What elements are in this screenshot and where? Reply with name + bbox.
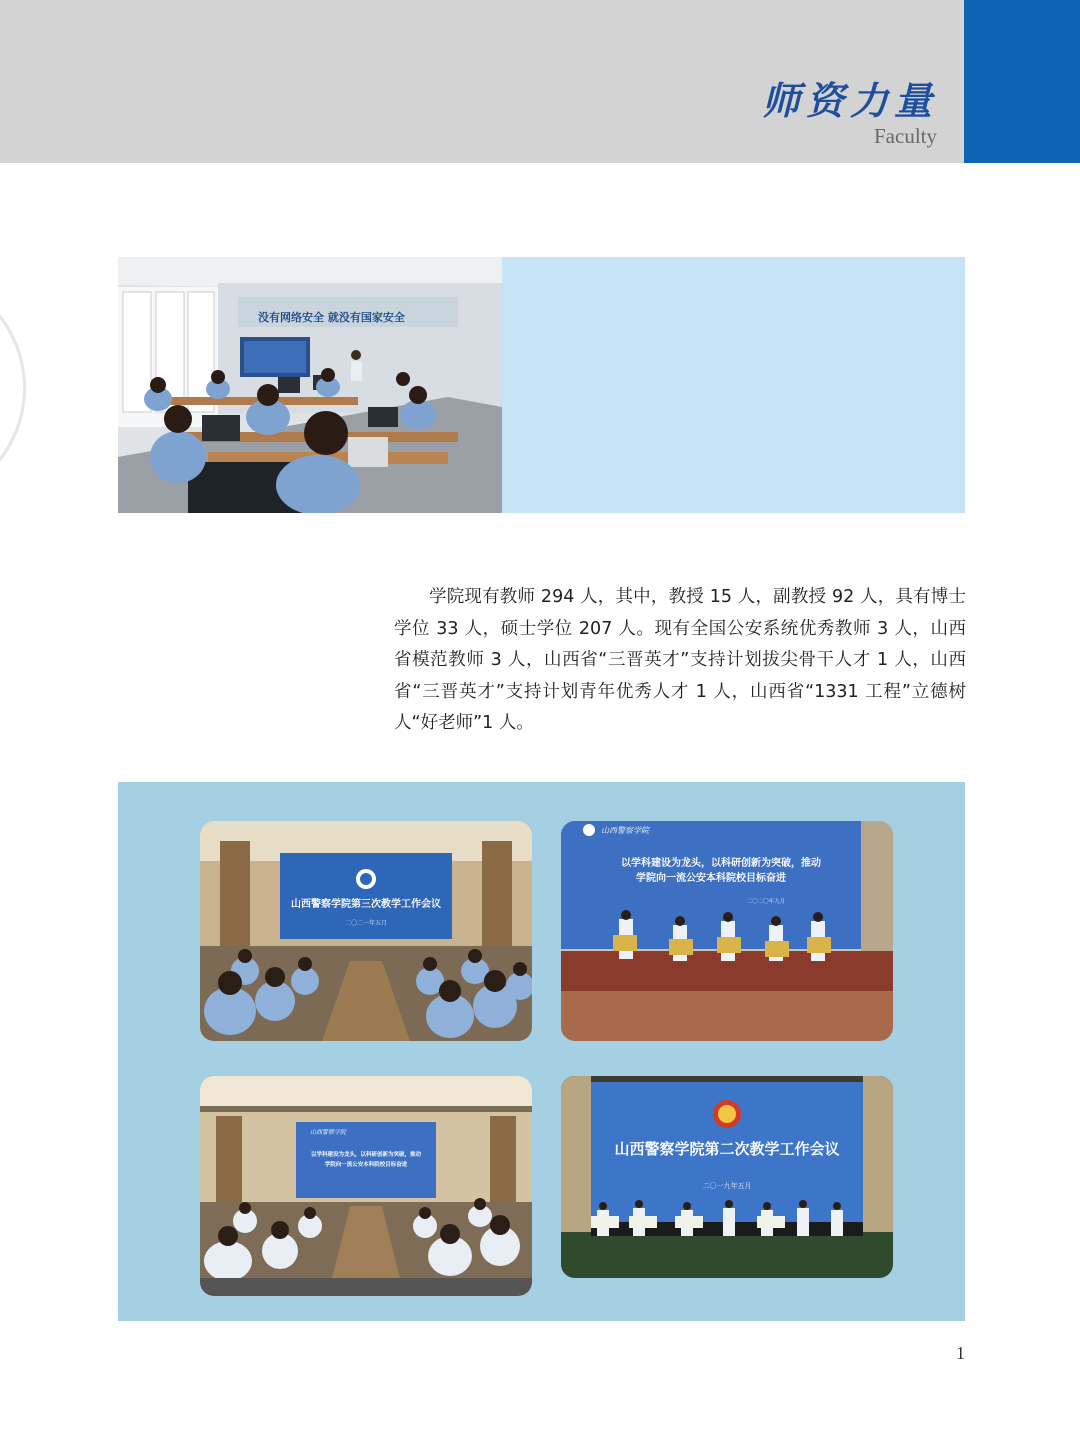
photo-gallery — [118, 782, 965, 1321]
page-title: 师资力量 — [761, 78, 938, 123]
gallery-photo3-logo-text: 山西警察学院 — [310, 1129, 347, 1136]
gallery-photo3-screen-line1: 以学科建设为龙头，以科研创新为突破，推动 — [310, 1152, 422, 1158]
faculty-intro-paragraph: 学院现有教师 294 人，其中，教授 15 人，副教授 92 人，具有博士学位 33 人，硕士学位 207 人。现有全国公安系统优秀教师 3 人，山西省模范教师 3 人，山西省“三晋英才”支持计划拔尖骨干人才 1 人，山西省“三晋英才”支持计划青年优秀人才 1 人，山西省“1331 工程”立德树人“好老师”1 人。 — [394, 587, 966, 733]
gallery-photo-assembly-hall — [200, 1076, 532, 1296]
classroom-photo — [118, 257, 502, 513]
gallery-photo-conference-3 — [200, 821, 532, 1041]
gallery-photo1-screen-title: 山西警察学院第三次教学工作会议 — [291, 899, 441, 910]
gallery-photo-conference-2 — [561, 1076, 893, 1278]
decorative-arc — [0, 270, 26, 506]
gallery-photo2-logo-text: 山西警察学院 — [601, 826, 649, 835]
page-subtitle: Faculty — [874, 124, 937, 148]
gallery-photo4-screen-title: 山西警察学院第二次教学工作会议 — [614, 1140, 840, 1158]
gallery-photo3-screen-line2: 学院向一流公安本科院校目标奋进 — [324, 1162, 408, 1168]
classroom-banner-text: 没有网络安全 就没有国家安全 — [258, 311, 405, 324]
gallery-photo2-screen-line1: 以学科建设为龙头，以科研创新为突破，推动 — [621, 858, 821, 869]
gallery-photo1-screen-date: 二〇二一年五月 — [344, 920, 388, 927]
gallery-photo2-screen-line2: 学院向一流公安本科院校目标奋进 — [636, 873, 786, 884]
gallery-photo4-screen-date: 二〇一九年五月 — [702, 1182, 752, 1190]
gallery-photo-award-2020 — [561, 821, 893, 1041]
gallery-photo2-screen-date: 二〇二〇年九月 — [746, 899, 786, 905]
header-accent-block — [964, 0, 1080, 163]
page-number: 1 — [956, 1343, 965, 1363]
blue-panel — [502, 257, 965, 513]
